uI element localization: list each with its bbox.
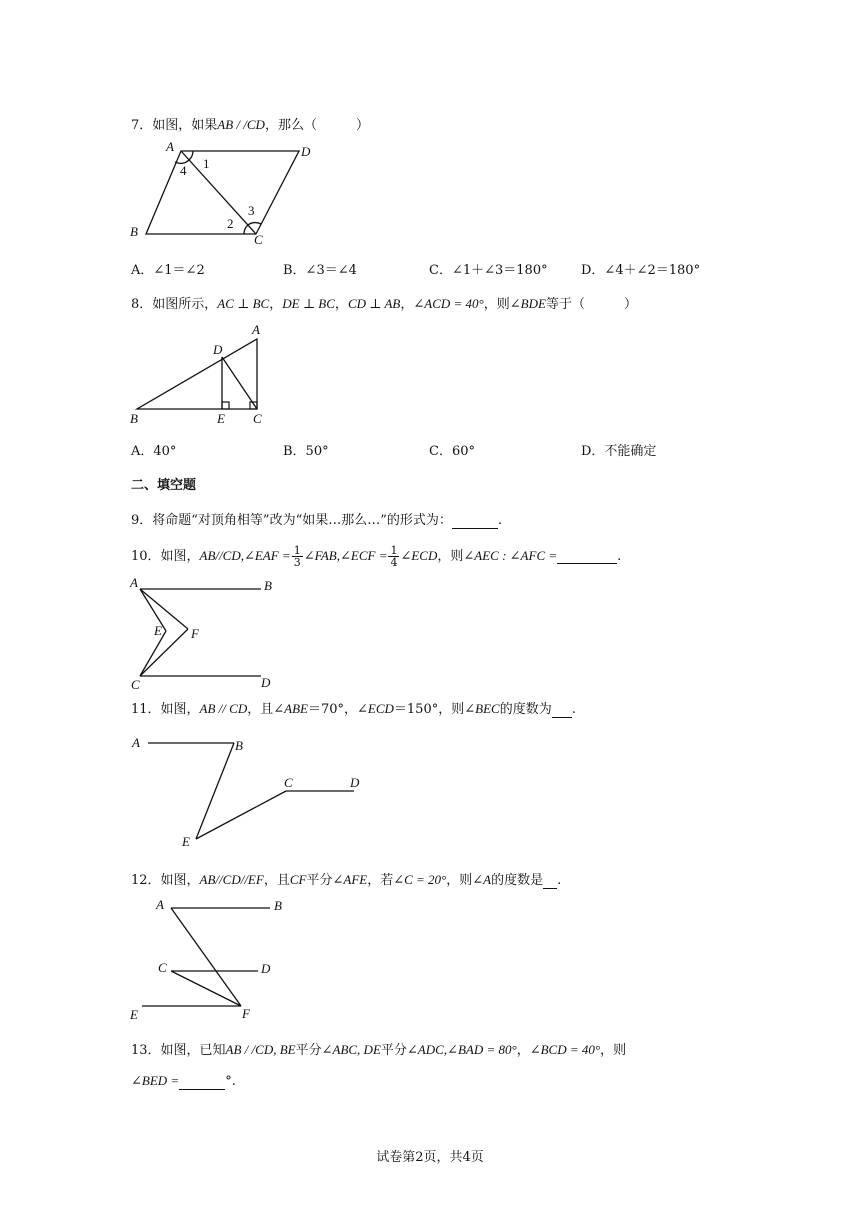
q8-label-e: E — [217, 411, 225, 426]
q8-option-a: A．40° — [131, 444, 177, 459]
q11-answer-blank[interactable] — [552, 702, 572, 718]
q11-label-c: C — [284, 775, 293, 790]
q11-stem — [131, 698, 576, 718]
q10-segment-ae — [140, 589, 166, 631]
q11-cond-4: ∠BEC — [464, 701, 500, 716]
q10-label-e: E — [154, 623, 162, 638]
q13-ask: ∠BED = — [131, 1073, 180, 1088]
q10-fraction-2 — [388, 545, 399, 568]
q10-segment-fc — [140, 629, 188, 676]
q11-t5: 的度数为 — [499, 702, 552, 717]
q8-stem-text: 8．如图所示， — [131, 297, 218, 312]
q8-triangle-abc — [137, 339, 257, 409]
q12-cond-5: ∠A — [472, 872, 492, 887]
q8-stem: 8．如图所示，AC ⊥ BC，DE ⊥ BC，CD ⊥ AB，∠ACD = 40°，则∠BDE等于（ ） — [131, 296, 637, 312]
q11-cond-2: ∠ABE — [273, 701, 308, 716]
q10-segment-af — [140, 589, 188, 629]
q12-cond-2: CF — [289, 872, 307, 887]
q7-label-4: 4 — [180, 163, 187, 178]
q7-label-d: D — [301, 144, 311, 159]
q13-cond-2: ∠ABC, DE — [321, 1042, 381, 1057]
q10-cond: AB//CD,∠EAF = — [199, 548, 291, 563]
q12-label-e: E — [130, 1007, 138, 1022]
q10-label-b: B — [264, 578, 272, 593]
q8-option-c: C．60° — [429, 444, 475, 459]
q12-label-a: A — [156, 897, 164, 912]
q8-figure — [128, 322, 278, 432]
q11-text1: 11．如图， — [131, 702, 200, 717]
q8-label-d: D — [213, 342, 223, 357]
q12-t4: ，若 — [367, 873, 394, 888]
section-title: 二、填空题 — [131, 478, 197, 493]
q11-label-a: A — [132, 735, 140, 750]
q9-end: . — [497, 513, 502, 528]
q11-segment-ec — [196, 791, 286, 839]
q7-label-c: C — [254, 232, 263, 247]
q12-label-d: D — [261, 961, 271, 976]
q12-t2: ，且 — [263, 873, 290, 888]
q7-option-a: A．∠1＝∠2 — [131, 263, 205, 278]
q11-cond-1: AB // CD — [199, 701, 248, 716]
q10-tail: ，则 — [437, 549, 464, 564]
q12-cond-3: ∠AFE — [332, 872, 368, 887]
q8-option-b: B．50° — [283, 444, 329, 459]
q12-t5: ，则 — [446, 873, 473, 888]
q8-options — [131, 440, 751, 459]
q8-segment-dc — [222, 357, 257, 409]
q8-cond-1: AC ⊥ BC — [217, 296, 270, 311]
q7-condition: AB / /CD — [217, 117, 265, 132]
q7-option-b: B．∠3＝∠4 — [283, 263, 357, 278]
q13-line2 — [131, 1073, 236, 1090]
q11-end: . — [571, 702, 576, 717]
q11-label-e: E — [182, 834, 190, 849]
q8-label-b: B — [130, 411, 138, 426]
q9-answer-blank[interactable] — [452, 513, 498, 529]
q8-cond-4: ∠ACD = 40° — [413, 296, 484, 311]
q12-cond-4: ∠C = 20° — [393, 872, 447, 887]
q12-label-b: B — [274, 898, 282, 913]
q12-text1: 12．如图， — [131, 873, 200, 888]
q12-answer-blank[interactable] — [543, 873, 557, 889]
q11-cond-3: ∠ECD — [357, 701, 394, 716]
q10-fraction-1 — [292, 545, 303, 568]
q7-label-a: A — [166, 139, 174, 154]
q8-option-d: D．不能确定 — [581, 444, 657, 459]
q10-frac2-num: 1 — [390, 544, 398, 557]
q10-frac2-den: 4 — [390, 556, 398, 569]
q13-cond-3: ∠ADC,∠BAD = 80° — [406, 1042, 517, 1057]
q10-ask: ∠AEC : ∠AFC = — [463, 548, 558, 563]
q11-segment-be — [196, 743, 234, 839]
q10-label-c: C — [131, 677, 140, 692]
q7-label-2: 2 — [227, 216, 234, 231]
q12-end: . — [557, 873, 562, 888]
q7-label-3: 3 — [248, 203, 255, 218]
q13-answer-blank[interactable] — [179, 1074, 225, 1090]
q12-label-f: F — [242, 1006, 250, 1021]
q9-text: 9．将命题“对顶角相等”改为“如果…那么…”的形式为： — [131, 513, 452, 528]
q10-label-a: A — [130, 575, 138, 590]
q7-stem — [131, 114, 369, 133]
q7-angle-arc-1 — [189, 151, 193, 160]
q12-t3: 平分 — [306, 873, 333, 888]
q13-end: °. — [225, 1074, 236, 1089]
q12-stem — [131, 869, 561, 889]
q13-text1: 13．如图，已知 — [131, 1043, 226, 1058]
q12-figure — [128, 895, 298, 1025]
q11-t3: ＝70°， — [307, 702, 357, 717]
q8-tail-2: 等于（ ） — [545, 297, 637, 312]
q11-figure — [128, 730, 368, 850]
q10-label-f: F — [191, 626, 199, 641]
q7-figure — [128, 138, 328, 248]
q8-cond-2: DE ⊥ BC — [282, 296, 335, 311]
q7-angle-arc-3 — [248, 223, 261, 225]
q8-tail-1: ，则 — [483, 297, 510, 312]
q10-stem — [131, 541, 621, 571]
q10-end: . — [617, 549, 622, 564]
q11-label-b: B — [235, 738, 243, 753]
q10-frac1-den: 3 — [293, 556, 301, 569]
q10-mid2: ∠ECD — [400, 548, 438, 563]
q7-diagonal-ac — [181, 151, 256, 234]
q11-t4: ＝150°，则 — [393, 702, 465, 717]
q13-cond-4: ∠BCD = 40° — [529, 1042, 601, 1057]
q7-label-b: B — [130, 224, 138, 239]
q9-stem — [131, 509, 502, 529]
q13-t5: ，则 — [600, 1043, 627, 1058]
q10-label-d: D — [261, 675, 271, 690]
q13-cond-1: AB / /CD, BE — [225, 1042, 296, 1057]
q10-figure — [128, 574, 288, 692]
q7-options — [131, 259, 751, 278]
q13-t4: ， — [516, 1043, 530, 1058]
q12-label-c: C — [158, 960, 167, 975]
q7-stem-text: 7．如图，如果 — [131, 118, 218, 133]
q12-segment-af — [171, 908, 241, 1006]
q7-parallelogram — [146, 151, 299, 234]
q10-stem-text: 10．如图， — [131, 549, 200, 564]
q8-right-angle-e — [222, 402, 229, 409]
q8-ask: ∠BDE — [509, 296, 546, 311]
q7-option-c: C．∠1＋∠3＝180° — [429, 263, 548, 278]
q13-stem — [131, 1039, 626, 1058]
q7-option-d: D．∠4＋∠2＝180° — [581, 263, 701, 278]
q13-t2: 平分 — [295, 1043, 322, 1058]
q10-answer-blank[interactable] — [557, 550, 617, 564]
q7-angle-arc-2 — [244, 225, 248, 234]
page-footer: 试卷第2页，共4页 — [376, 1150, 484, 1165]
q10-mid: ∠FAB,∠ECF = — [303, 548, 388, 563]
q12-t6: 的度数是 — [491, 873, 544, 888]
q7-tail: ，那么（ ） — [264, 118, 369, 133]
q8-label-a: A — [252, 322, 260, 337]
q8-label-c: C — [253, 411, 262, 426]
q10-frac1-num: 1 — [293, 544, 301, 557]
q11-t2: ，且 — [247, 702, 274, 717]
q12-cond-1: AB//CD//EF — [199, 872, 264, 887]
q7-label-1: 1 — [203, 156, 210, 171]
q13-t3: 平分 — [380, 1043, 407, 1058]
q11-label-d: D — [350, 775, 360, 790]
q12-segment-cf — [171, 971, 241, 1006]
q8-cond-3: CD ⊥ AB — [347, 296, 401, 311]
